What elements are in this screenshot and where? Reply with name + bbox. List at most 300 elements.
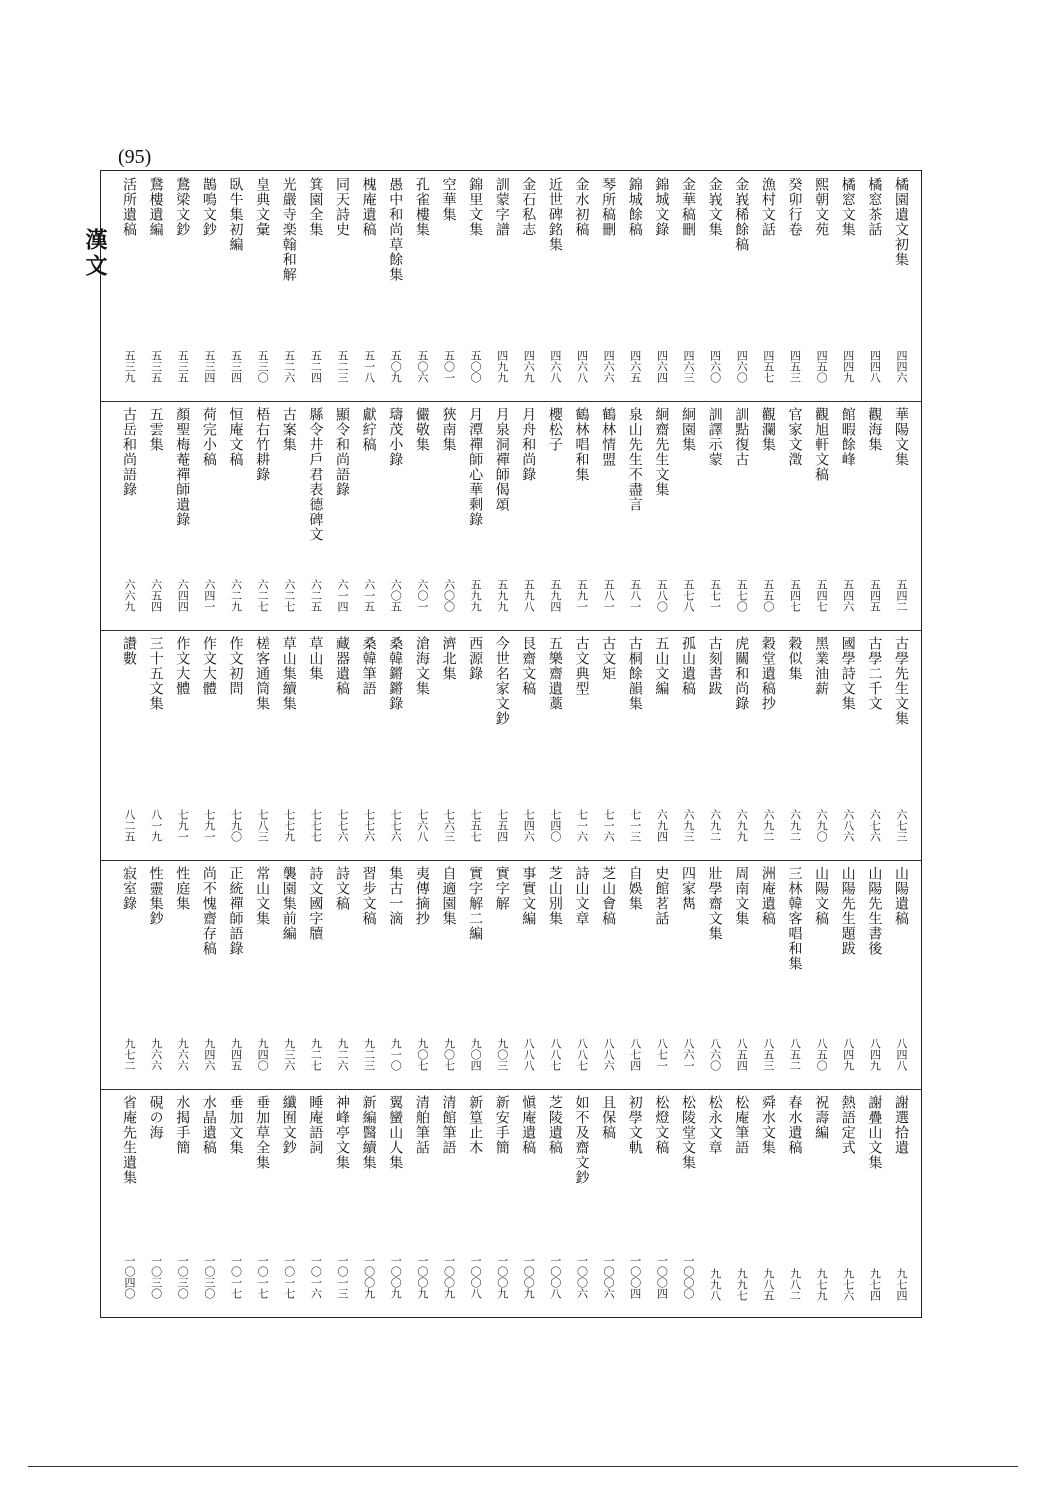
- entry-title: 垂加草全集: [254, 1095, 271, 1171]
- entry-title: 謝疊山文集: [866, 1095, 883, 1171]
- index-entry: [382, 860, 408, 1090]
- entry-page-number: 四六〇: [708, 349, 722, 383]
- index-entry: [755, 630, 781, 860]
- entry-page-number: 四五三: [788, 349, 802, 383]
- entry-page-number: 一〇〇九: [522, 1254, 536, 1299]
- index-entry: [595, 171, 621, 401]
- entry-page-number: 七九一: [202, 808, 216, 842]
- index-entry: [302, 630, 328, 860]
- index-entry: [276, 630, 302, 860]
- entry-page-number: 五三九: [123, 349, 136, 383]
- entry-title: 垂加文集: [227, 1095, 244, 1156]
- entry-title: 自娛集: [626, 865, 643, 911]
- index-entry: [302, 171, 328, 401]
- entry-page-number: 七八三: [256, 808, 270, 842]
- entry-page-number: 五八〇: [655, 579, 669, 613]
- index-entry: [489, 171, 515, 401]
- index-entry: [622, 401, 648, 631]
- index-entry: [302, 860, 328, 1090]
- index-entry: [409, 860, 435, 1090]
- entry-page-number: 八六一: [682, 1038, 696, 1072]
- entry-page-number: 六四一: [202, 579, 216, 613]
- index-entry: [356, 1089, 382, 1319]
- entry-title: 鵞樓遺編: [147, 177, 164, 237]
- entry-page-number: 一〇〇九: [415, 1254, 429, 1299]
- entry-page-number: 一〇一七: [256, 1254, 270, 1299]
- entry-page-number: 七四〇: [548, 808, 562, 842]
- entry-title: 金石私志: [520, 177, 537, 237]
- entry-title: 孔雀樓集: [413, 177, 430, 237]
- index-entry: [276, 401, 302, 631]
- entry-page-number: 七一六: [575, 808, 589, 842]
- entry-title: 國學詩文集: [839, 636, 856, 712]
- entry-title: 桑韓筆語: [360, 636, 377, 697]
- index-entry: [648, 401, 674, 631]
- entry-page-number: 八一九: [149, 808, 163, 842]
- index-entry: [276, 860, 302, 1090]
- entry-title: 桑韓鏘鏘錄: [387, 636, 404, 712]
- entry-page-number: 五八一: [602, 579, 616, 613]
- entry-page-number: 一〇〇九: [495, 1254, 509, 1299]
- entry-title: 作文初問: [227, 636, 244, 697]
- entry-title: 神峰亭文集: [333, 1095, 350, 1171]
- entry-title: 訓譯示蒙: [706, 406, 723, 467]
- index-entry: [462, 630, 488, 860]
- index-entry: [622, 630, 648, 860]
- entry-title: 訓點復古: [733, 406, 750, 467]
- entry-page-number: 一〇〇九: [389, 1254, 403, 1299]
- entry-page-number: 八八六: [602, 1038, 616, 1072]
- entry-page-number: 一〇一七: [229, 1254, 243, 1299]
- index-entry: [196, 860, 222, 1090]
- index-entry: [755, 860, 781, 1090]
- entry-page-number: 七七九: [282, 808, 296, 842]
- entry-title: 濟北集: [440, 636, 457, 682]
- index-entry: [116, 171, 142, 401]
- entry-page-number: 七七六: [389, 808, 403, 842]
- entry-title: 西源錄: [467, 636, 484, 682]
- index-entry: [462, 860, 488, 1090]
- entry-title: 松燈文稿: [653, 1095, 670, 1156]
- index-entry: [622, 171, 648, 401]
- entry-page-number: 四六五: [628, 349, 642, 383]
- entry-page-number: 八六〇: [708, 1038, 722, 1072]
- entry-page-number: 五八一: [628, 579, 642, 613]
- entry-title: 新篁止木: [467, 1095, 484, 1156]
- entry-title: 橘窓文集: [839, 177, 856, 237]
- entry-page-number: 六〇五: [389, 579, 403, 613]
- entry-page-number: 八五四: [735, 1038, 749, 1072]
- entry-page-number: 五四二: [895, 579, 908, 613]
- index-entry: [569, 171, 595, 401]
- entry-title: 自適園集: [440, 865, 457, 926]
- index-entry: [835, 171, 861, 401]
- entry-page-number: 一〇〇四: [655, 1254, 669, 1299]
- entry-title: 習步文稿: [360, 865, 377, 926]
- index-entry: [222, 1089, 248, 1319]
- entry-page-number: 六七三: [895, 808, 908, 842]
- page-number: (95): [118, 146, 152, 168]
- entry-title: 正統禪師語錄: [227, 865, 244, 956]
- entry-title: 省庵先生遺集: [121, 1095, 137, 1186]
- entry-title: 古案集: [280, 406, 297, 452]
- index-entry: [648, 860, 674, 1090]
- entry-page-number: 六五四: [149, 579, 163, 613]
- entry-page-number: 六九二: [788, 808, 802, 842]
- entry-title: 山陽文稿: [813, 865, 830, 926]
- entry-title: 虎關和尚錄: [733, 636, 750, 712]
- entry-page-number: 一〇〇六: [575, 1254, 589, 1299]
- entry-title: 活所遺稿: [121, 177, 137, 237]
- entry-page-number: 九二六: [335, 1038, 349, 1072]
- entry-title: 艮齋文稿: [520, 636, 537, 697]
- entry-page-number: 一〇〇四: [628, 1254, 642, 1299]
- index-entry: [675, 171, 701, 401]
- index-entry: [116, 860, 142, 1090]
- index-entry: [702, 171, 728, 401]
- index-entry: [782, 860, 808, 1090]
- entry-page-number: 六一五: [362, 579, 376, 613]
- index-entry: [462, 171, 488, 401]
- index-entry: [489, 860, 515, 1090]
- index-entry: [702, 630, 728, 860]
- entry-page-number: 九二三: [362, 1038, 376, 1072]
- entry-title: 觀瀾集: [759, 406, 776, 452]
- entry-title: 洲庵遺稿: [759, 865, 776, 926]
- entry-page-number: 四六九: [522, 349, 536, 383]
- index-entry: [861, 401, 887, 631]
- entry-title: 熱語定式: [839, 1095, 856, 1156]
- entry-page-number: 一〇〇六: [602, 1254, 616, 1299]
- index-entry: [542, 1089, 568, 1319]
- entry-title: 鶴林情盟: [600, 406, 617, 467]
- entry-title: 古文典型: [573, 636, 590, 697]
- index-entry: [515, 860, 541, 1090]
- entry-title: 初學文軌: [626, 1095, 643, 1156]
- entry-title: 山陽先生題跋: [839, 865, 856, 956]
- entry-title: 顯令和尚語錄: [333, 406, 350, 497]
- entry-page-number: 一〇三〇: [149, 1254, 163, 1299]
- entry-title: 舜水文集: [759, 1095, 776, 1156]
- entry-title: 五雲集: [147, 406, 164, 452]
- entry-page-number: 四六〇: [735, 349, 749, 383]
- entry-page-number: 九〇七: [442, 1038, 456, 1072]
- entry-title: 集古一滴: [387, 865, 404, 926]
- index-entry: [329, 860, 355, 1090]
- index-entry: [595, 1089, 621, 1319]
- index-entry: [356, 171, 382, 401]
- entry-page-number: 九四〇: [256, 1038, 270, 1072]
- entry-title: 黑業油薪: [813, 636, 830, 697]
- index-entry: [888, 401, 914, 631]
- entry-page-number: 六二五: [309, 579, 323, 613]
- index-entry: [888, 630, 914, 860]
- entry-title: 月泉洞禪師偈頌: [493, 406, 510, 512]
- entry-page-number: 五四七: [788, 579, 802, 613]
- entry-title: 錦里文集: [467, 177, 484, 237]
- entry-title: 皇典文彙: [254, 177, 271, 237]
- entry-page-number: 七一六: [602, 808, 616, 842]
- index-entry: [356, 860, 382, 1090]
- index-entry: [143, 401, 169, 631]
- entry-page-number: 一〇〇八: [548, 1254, 562, 1299]
- index-entry: [782, 630, 808, 860]
- entry-title: 草山集續集: [280, 636, 297, 712]
- index-entry: [835, 401, 861, 631]
- index-entry: [143, 630, 169, 860]
- entry-page-number: 六四四: [176, 579, 190, 613]
- index-band: [101, 1089, 921, 1319]
- entry-page-number: 五三五: [176, 349, 190, 383]
- section-label: 漢文: [82, 228, 108, 280]
- entry-page-number: 四四九: [841, 349, 855, 383]
- index-entry: [542, 401, 568, 631]
- index-entry: [222, 860, 248, 1090]
- entry-title: 臥牛集初編: [227, 177, 244, 252]
- index-entry: [622, 1089, 648, 1319]
- entry-title: 史館茗話: [653, 865, 670, 926]
- entry-page-number: 四六八: [575, 349, 589, 383]
- index-entry: [888, 1089, 914, 1319]
- entry-title: 周南文集: [733, 865, 750, 926]
- entry-page-number: 四五七: [761, 349, 775, 383]
- index-entry: [515, 171, 541, 401]
- entry-title: 古桐餘韻集: [626, 636, 643, 712]
- index-entry: [675, 1089, 701, 1319]
- entry-title: 三林韓客唱和集: [786, 865, 803, 971]
- index-entry: [515, 401, 541, 631]
- entry-title: 實字解: [493, 865, 510, 911]
- entry-title: 山陽先生書後: [866, 865, 883, 956]
- entry-page-number: 四六三: [682, 349, 696, 383]
- index-entry: [329, 401, 355, 631]
- index-entry: [249, 630, 275, 860]
- entry-title: 新編醫續集: [360, 1095, 377, 1171]
- entry-page-number: 五七八: [682, 579, 696, 613]
- index-entry: [542, 171, 568, 401]
- entry-title: 縣令井戶君表德碑文: [307, 406, 324, 542]
- index-entry: [728, 1089, 754, 1319]
- entry-title: 穀似集: [786, 636, 803, 682]
- entry-page-number: 五三〇: [256, 349, 270, 383]
- entry-title: 硯の海: [147, 1095, 164, 1141]
- entry-page-number: 一〇一六: [309, 1254, 323, 1299]
- entry-title: 癸卯行卷: [786, 177, 803, 237]
- entry-title: 古刻書跋: [706, 636, 723, 697]
- entry-page-number: 九四六: [202, 1038, 216, 1072]
- index-entry: [169, 171, 195, 401]
- entry-page-number: 九九七: [735, 1267, 749, 1301]
- index-entry: [728, 401, 754, 631]
- entry-title: 孤山遺稿: [680, 636, 697, 697]
- entry-title: 古文矩: [600, 636, 617, 682]
- entry-page-number: 七九一: [176, 808, 190, 842]
- index-entry: [808, 1089, 834, 1319]
- index-entry: [648, 630, 674, 860]
- index-entry: [702, 401, 728, 631]
- entry-page-number: 九七六: [841, 1267, 855, 1301]
- entry-page-number: 六九四: [655, 808, 669, 842]
- index-entry: [435, 630, 461, 860]
- index-entry: [222, 630, 248, 860]
- entry-title: 寂室錄: [121, 865, 137, 911]
- index-entry: [169, 401, 195, 631]
- entry-page-number: 五九八: [522, 579, 536, 613]
- entry-title: 錦城餘稿: [626, 177, 643, 237]
- index-entry: [808, 860, 834, 1090]
- entry-title: 作文大體: [200, 636, 217, 697]
- entry-page-number: 一〇〇九: [442, 1254, 456, 1299]
- index-entry: [196, 1089, 222, 1319]
- index-entry: [702, 860, 728, 1090]
- index-entry: [462, 1089, 488, 1319]
- entry-title: 山陽遺稿: [893, 865, 909, 926]
- entry-page-number: 五〇九: [389, 349, 403, 383]
- entry-page-number: 五七一: [708, 579, 722, 613]
- entry-page-number: 八四八: [895, 1038, 908, 1072]
- entry-page-number: 七九〇: [229, 808, 243, 842]
- entry-page-number: 五一八: [362, 349, 376, 383]
- index-entry: [196, 401, 222, 631]
- entry-page-number: 六六九: [123, 579, 136, 613]
- index-entry: [196, 171, 222, 401]
- entry-title: 華陽文集: [893, 406, 909, 467]
- entry-title: 纖囿文鈔: [280, 1095, 297, 1156]
- entry-title: 草山集: [307, 636, 324, 682]
- index-entry: [835, 630, 861, 860]
- index-entry: [249, 401, 275, 631]
- entry-page-number: 六九三: [682, 808, 696, 842]
- entry-page-number: 七一三: [628, 808, 642, 842]
- index-entry: [888, 171, 914, 401]
- entry-title: 愚中和尚草餘集: [387, 177, 404, 282]
- index-entry: [542, 860, 568, 1090]
- entry-title: 官家文澂: [786, 406, 803, 467]
- entry-title: 松陵堂文集: [680, 1095, 697, 1171]
- entry-title: 古學二千文: [866, 636, 883, 712]
- bottom-rule: [28, 1466, 1018, 1467]
- index-entry: [755, 1089, 781, 1319]
- index-entry: [435, 171, 461, 401]
- entry-title: 祝壽編: [813, 1095, 830, 1141]
- entry-page-number: 五三五: [149, 349, 163, 383]
- entry-page-number: 八八八: [522, 1038, 536, 1072]
- index-entry: [276, 171, 302, 401]
- index-entry: [728, 171, 754, 401]
- entry-page-number: 七四六: [522, 808, 536, 842]
- index-band: [101, 860, 921, 1090]
- entry-title: 實字解二編: [467, 865, 484, 941]
- entry-title: 古岳和尚語錄: [121, 406, 137, 497]
- index-entry: [435, 860, 461, 1090]
- index-entry: [143, 860, 169, 1090]
- entry-page-number: 五二四: [309, 349, 323, 383]
- entry-title: 金峩文集: [706, 177, 723, 237]
- entry-title: 清館筆語: [440, 1095, 457, 1156]
- entry-page-number: 五七〇: [735, 579, 749, 613]
- entry-page-number: 六九〇: [815, 808, 829, 842]
- entry-title: 水揭手簡: [174, 1095, 191, 1156]
- entry-title: 睡庵語詞: [307, 1095, 324, 1156]
- entry-page-number: 一〇一三: [335, 1254, 349, 1299]
- entry-title: 錦城文錄: [653, 177, 670, 237]
- index-entry: [222, 171, 248, 401]
- entry-title: 槎客通筒集: [254, 636, 271, 712]
- index-entry: [595, 860, 621, 1090]
- index-entry: [116, 1089, 142, 1319]
- index-entry: [569, 401, 595, 631]
- index-band: [101, 171, 921, 401]
- entry-page-number: 七五七: [469, 808, 483, 842]
- index-entry: [462, 401, 488, 631]
- index-entry: [329, 171, 355, 401]
- entry-page-number: 五五〇: [761, 579, 775, 613]
- entry-title: 月潭禪師心華剩錄: [467, 406, 484, 527]
- entry-title: 琴所稿刪: [600, 177, 617, 237]
- entry-title: 金水初稿: [573, 177, 590, 237]
- index-entry: [835, 860, 861, 1090]
- index-entry: [888, 860, 914, 1090]
- index-entry: [169, 1089, 195, 1319]
- entry-title: 五樂齋遺藁: [546, 636, 563, 712]
- index-entry: [569, 860, 595, 1090]
- entry-title: 櫻松子: [546, 406, 563, 452]
- entry-page-number: 五九四: [548, 579, 562, 613]
- index-entry: [515, 630, 541, 860]
- entry-title: 空華集: [440, 177, 457, 222]
- entry-title: 謝選拾遺: [893, 1095, 909, 1156]
- entry-page-number: 七七七: [309, 808, 323, 842]
- entry-title: 近世碑銘集: [546, 177, 563, 252]
- index-entry: [648, 171, 674, 401]
- entry-page-number: 九〇四: [469, 1038, 483, 1072]
- entry-title: 性靈集鈔: [147, 865, 164, 926]
- entry-title: 四家雋: [680, 865, 697, 911]
- index-band: [101, 401, 921, 631]
- entry-title: 觀海集: [866, 406, 883, 452]
- entry-title: 清舶筆話: [413, 1095, 430, 1156]
- entry-page-number: 六八六: [841, 808, 855, 842]
- entry-page-number: 四六六: [602, 349, 616, 383]
- entry-page-number: 六七六: [868, 808, 882, 842]
- entry-page-number: 九八五: [761, 1267, 775, 1301]
- entry-title: 性庭集: [174, 865, 191, 911]
- entry-page-number: 一〇四〇: [123, 1254, 136, 1299]
- entry-title: 春水遺稿: [786, 1095, 803, 1156]
- entry-page-number: 四六四: [655, 349, 669, 383]
- entry-page-number: 七六三: [442, 808, 456, 842]
- index-entry: [808, 630, 834, 860]
- index-entry: [356, 401, 382, 631]
- entry-page-number: 九六六: [176, 1038, 190, 1072]
- entry-page-number: 六二七: [256, 579, 270, 613]
- entry-title: 如不及齋文鈔: [573, 1095, 590, 1186]
- entry-title: 鵞梁文鈔: [174, 177, 191, 237]
- index-entry: [196, 630, 222, 860]
- index-entry: [382, 171, 408, 401]
- entry-title: 金峩稀餘稿: [733, 177, 750, 252]
- entry-title: 絅園集: [680, 406, 697, 452]
- entry-title: 狹南集: [440, 406, 457, 452]
- entry-page-number: 四六八: [548, 349, 562, 383]
- index-entry: [116, 401, 142, 631]
- entry-page-number: 六二九: [229, 579, 243, 613]
- entry-title: 觀旭軒文稿: [813, 406, 830, 482]
- index-entry: [382, 630, 408, 860]
- entry-title: 獻紵稿: [360, 406, 377, 452]
- entry-page-number: 六九九: [735, 808, 749, 842]
- entry-title: 詩山文章: [573, 865, 590, 926]
